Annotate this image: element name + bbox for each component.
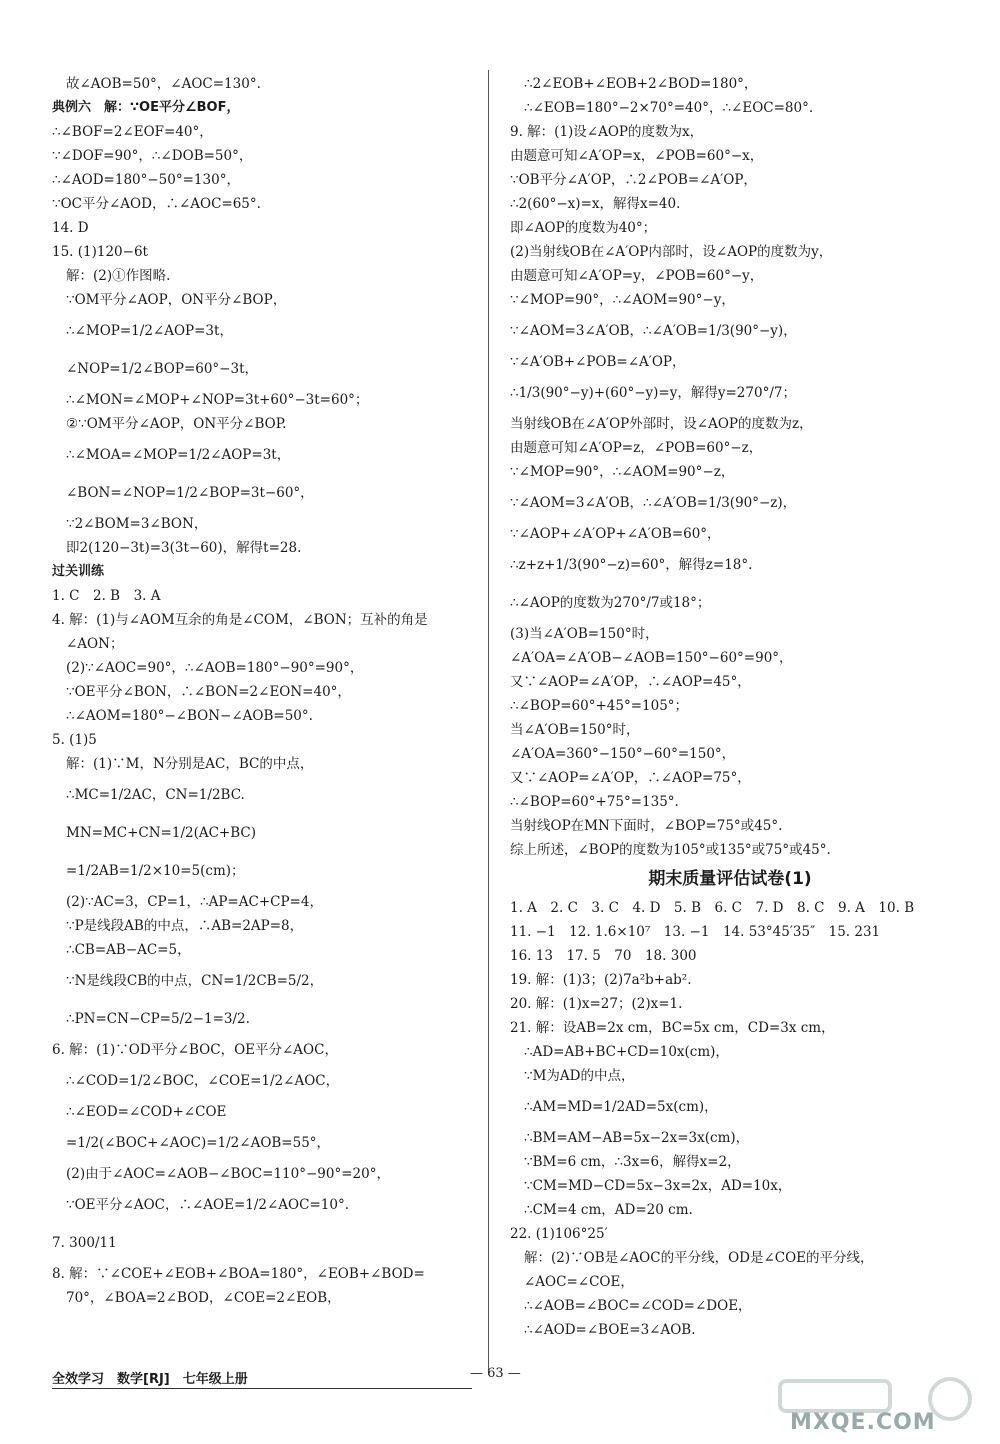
answer-line: ∴∠AOD=180°−50°=130°，: [52, 172, 240, 188]
answer-line: ∵OC平分∠AOD，∴∠AOC=65°.: [52, 196, 261, 212]
answer-line: 20. 解：(1)x=27；(2)x=1.: [510, 996, 683, 1012]
answer-line: ∵∠AOM=3∠A′OB，∴∠A′OB=1/3(90°−y)，: [510, 323, 797, 339]
answer-line: (2)∵∠AOC=90°，∴∠AOB=180°−90°=90°，: [66, 660, 364, 676]
answer-line: ∴AM=MD=1/2AD=5x(cm)，: [524, 1099, 718, 1115]
answer-line: 即∠AOP的度数为40°；: [510, 220, 657, 236]
answer-line: 综上所述，∠BOP的度数为105°或135°或75°或45°.: [510, 842, 831, 858]
answer-line: ∵OE平分∠BON，∴∠BON=2∠EON=40°，: [66, 684, 351, 700]
answer-line: 由题意可知∠A′OP=y，∠POB=60°−y，: [510, 268, 764, 284]
answer-line: MN=MC+CN=1/2(AC+BC): [66, 825, 257, 841]
section-heading: 过关训练: [52, 564, 105, 579]
answer-line: ∴BM=AM−AB=5x−2x=3x(cm)，: [524, 1130, 750, 1146]
answer-line: 4. 解：(1)与∠AOM互余的角是∠COM，∠BON；互补的角是: [52, 612, 428, 628]
answer-line: ∴∠AOB=∠BOC=∠COD=∠DOE，: [524, 1298, 752, 1314]
answer-line: ∴∠MOA=∠MOP=1/2∠AOP=3t，: [66, 447, 291, 463]
answer-line: ∴AD=AB+BC+CD=10x(cm)，: [524, 1044, 729, 1060]
footer-rule: [52, 1388, 472, 1389]
left-column: [52, 72, 472, 1310]
right-column: [510, 72, 950, 1342]
answer-line: 21. 解：设AB=2x cm，BC=5x cm，CD=3x cm，: [510, 1020, 835, 1036]
answer-line: ∵2∠BOM=3∠BON，: [66, 516, 208, 532]
answer-line: ∴1/3(90°−y)+(60°−y)=y，解得y=270°/7；: [510, 385, 796, 401]
answer-line: 由题意可知∠A′OP=x，∠POB=60°−x，: [510, 148, 764, 164]
answer-line: ②∵OM平分∠AOP，ON平分∠BOP.: [66, 416, 287, 432]
answer-line: ∠A′OA=∠A′OB−∠AOB=150°−60°=90°，: [510, 650, 793, 666]
answer-line: 7. 300/11: [52, 1235, 117, 1251]
answer-line: (3)当∠A′OB=150°时，: [510, 626, 659, 642]
answer-line: 又∵∠AOP=∠A′OP，∴∠AOP=75°，: [510, 770, 751, 786]
answer-line: ∴2∠EOB+∠EOB+2∠BOD=180°，: [524, 76, 758, 92]
answer-line: 典例六 解：∵OE平分∠BOF，: [52, 100, 240, 115]
answer-line: ∠BON=∠NOP=1/2∠BOP=3t−60°，: [66, 485, 314, 501]
answer-line: ∵N是线段CB的中点，CN=1/2CB=5/2，: [66, 973, 324, 989]
answer-line: ∴∠COD=1/2∠BOC，∠COE=1/2∠AOC，: [66, 1073, 340, 1089]
answer-line: 当∠A′OB=150°时，: [510, 722, 640, 738]
answer-line: (2)∵AC=3，CP=1，∴AP=AC+CP=4，: [66, 894, 323, 910]
answer-line: 8. 解：∵∠COE+∠EOB+∠BOA=180°，∠EOB+∠BOD=: [52, 1266, 425, 1282]
answer-line: 70°，∠BOA=2∠BOD，∠COE=2∠EOB，: [66, 1290, 341, 1306]
answer-line: =1/2(∠BOC+∠AOC)=1/2∠AOB=55°，: [66, 1135, 331, 1151]
answer-line: ∴CB=AB−AC=5，: [66, 942, 191, 958]
answer-line: ∠AON；: [66, 636, 124, 652]
answer-line: ∵∠AOM=3∠A′OB，∴∠A′OB=1/3(90°−z)，: [510, 495, 797, 511]
answer-line: ∵OE平分∠AOC，∴∠AOE=1/2∠AOC=10°.: [66, 1197, 349, 1213]
answer-line: ∴∠BOF=2∠EOF=40°，: [52, 124, 213, 140]
answer-line: ∴∠EOD=∠COD+∠COE: [66, 1104, 227, 1120]
answer-line: ∵P是线段AB的中点，∴AB=2AP=8，: [66, 918, 304, 934]
answer-line: 6. 解：(1)∵OD平分∠BOC，OE平分∠AOC，: [52, 1042, 338, 1058]
answer-line: (2)当射线OB在∠A′OP内部时，设∠AOP的度数为y，: [510, 244, 833, 260]
answer-line: ∵∠DOF=90°，∴∠DOB=50°，: [52, 148, 253, 164]
answer-line: ∴∠MON=∠MOP+∠NOP=3t+60°−3t=60°；: [66, 392, 369, 408]
answer-line: 11. −1 12. 1.6×10⁷ 13. −1 14. 53°45′35″ 15. 231: [510, 924, 881, 940]
answer-line: 1. C 2. B 3. A: [52, 588, 161, 604]
answer-line: 5. (1)5: [52, 732, 97, 748]
answer-line: ∴∠BOP=60°+75°=135°.: [510, 794, 679, 810]
answer-line: 当射线OB在∠A′OP外部时，设∠AOP的度数为z，: [510, 416, 813, 432]
watermark-text: MXQE.COM: [790, 1410, 936, 1435]
column-divider: [488, 70, 489, 1370]
answer-line: 14. D: [52, 220, 89, 236]
answer-line: ∴CM=4 cm，AD=20 cm.: [524, 1202, 693, 1218]
answer-line: ∴∠AOM=180°−∠BON−∠AOB=50°.: [66, 708, 313, 724]
answer-line: 当射线OP在MN下面时，∠BOP=75°或45°.: [510, 818, 783, 834]
answer-line: 解：(2)①作图略.: [66, 268, 171, 284]
answer-line: ∵BM=6 cm，∴3x=6，解得x=2，: [524, 1154, 741, 1170]
answer-line: ∴2(60°−x)=x，解得x=40.: [510, 196, 681, 212]
answer-line: ∴∠EOB=180°−2×70°=40°，∴∠EOC=80°.: [524, 100, 814, 116]
answer-line: ∵∠A′OB+∠POB=∠A′OP，: [510, 354, 686, 370]
answer-line: ∴MC=1/2AC，CN=1/2BC.: [66, 787, 245, 803]
answer-line: 由题意可知∠A′OP=z，∠POB=60°−z，: [510, 440, 763, 456]
answer-line: 9. 解：(1)设∠AOP的度数为x，: [510, 124, 704, 140]
answer-line: ∵OB平分∠A′OP，∴2∠POB=∠A′OP，: [510, 172, 757, 188]
answer-line: 即2(120−3t)=3(3t−60)，解得t=28.: [66, 540, 302, 556]
page-number: — 63 —: [470, 1366, 521, 1381]
answer-line: 19. 解：(1)3；(2)7a²b+ab².: [510, 972, 692, 988]
answer-line: ∴PN=CN−CP=5/2−1=3/2.: [66, 1011, 250, 1027]
answer-line: ∴∠AOD=∠BOE=3∠AOB.: [524, 1322, 696, 1338]
answer-line: 15. (1)120−6t: [52, 244, 148, 260]
answer-line: ∵∠AOP+∠A′OP+∠A′OB=60°，: [510, 526, 721, 542]
answer-line: ∵OM平分∠AOP，ON平分∠BOP，: [66, 292, 287, 308]
answer-line: ∵∠MOP=90°，∴∠AOM=90°−y，: [510, 292, 735, 308]
answer-line: ∵M为AD的中点，: [524, 1068, 635, 1084]
answer-line: 解：(2)∵OB是∠AOC的平分线，OD是∠COE的平分线，: [524, 1250, 874, 1266]
answer-line: 16. 13 17. 5 70 18. 300: [510, 948, 697, 964]
answer-line: ∴∠MOP=1/2∠AOP=3t，: [66, 323, 233, 339]
answer-line: ∠AOC=∠COE，: [524, 1274, 634, 1290]
answer-line: 解：(1)∵M，N分别是AC，BC的中点，: [66, 756, 314, 772]
answer-line: ∵∠MOP=90°，∴∠AOM=90°−z，: [510, 464, 735, 480]
answer-line: ∴z+z+1/3(90°−z)=60°，解得z=18°.: [510, 557, 753, 573]
book-footer: 全效学习 数学[RJ] 七年级上册: [52, 1372, 248, 1387]
answer-line: ∴∠AOP的度数为270°/7或18°；: [510, 595, 711, 611]
answer-line: =1/2AB=1/2×10=5(cm)；: [66, 863, 245, 879]
answer-line: ∠A′OA=360°−150°−60°=150°，: [510, 746, 736, 762]
section-title: 期末质量评估试卷(1): [648, 869, 812, 889]
answer-line: ∠NOP=1/2∠BOP=60°−3t，: [66, 361, 259, 377]
answer-line: 故∠AOB=50°，∠AOC=130°.: [66, 76, 261, 92]
answer-line: 22. (1)106°25′: [510, 1226, 608, 1242]
answer-line: ∴∠BOP=60°+45°=105°；: [510, 698, 689, 714]
answer-line: ∵CM=MD−CD=5x−3x=2x，AD=10x，: [524, 1178, 792, 1194]
answer-line: 又∵∠AOP=∠A′OP，∴∠AOP=45°，: [510, 674, 751, 690]
answer-line: (2)由于∠AOC=∠AOB−∠BOC=110°−90°=20°，: [66, 1166, 390, 1182]
answer-line: 1. A 2. C 3. C 4. D 5. B 6. C 7. D 8. C 9. A 10. B: [510, 900, 915, 916]
